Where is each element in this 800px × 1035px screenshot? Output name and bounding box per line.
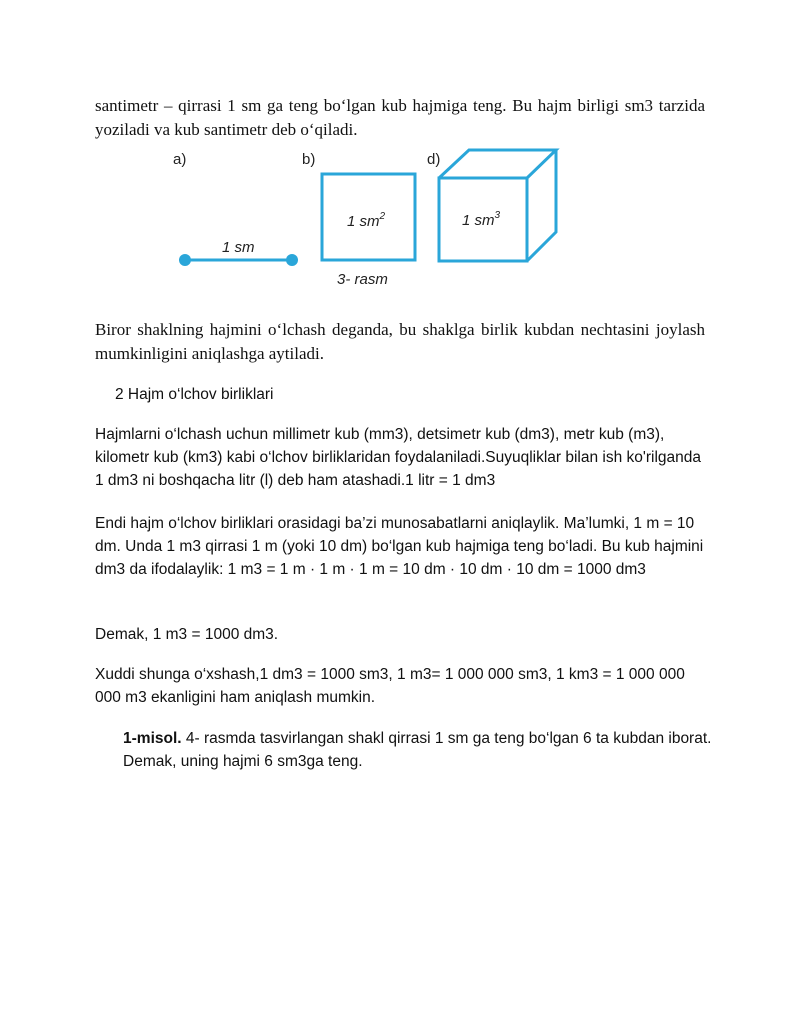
paragraph-definition: Biror shaklning hajmini o‘lchash deganda, bu shaklga birlik kubdan nechtasini joylash mumkinligini aniqlashga aytiladi. [95,320,705,363]
square-label: 1 $sm^2$ [347,211,386,230]
section-heading: 2 Hajm o‘lchov birliklari [115,386,274,403]
segment-endpoint-right [286,254,298,266]
paragraph-conclusion: Demak, 1 m3 = 1000 dm3. [95,626,279,643]
figure-caption: 3- rasm [337,271,388,288]
example-text: 4- rasmda tasvirlangan shakl qirrasi 1 sm ga teng bo‘lgan 6 ta kubdan iborat. Demak, uning hajmi 6 sm3ga teng. [123,730,712,770]
segment-label: 1 sm [222,239,255,256]
figure-label-d: d) [427,151,441,168]
paragraph-units: Hajmlarni o‘lchash uchun millimetr kub (mm3), detsimetr kub (dm3), metr kub (m3), kilometr kub (km3) kabi o‘lchov birliklaridan foydalaniladi.Suyuqliklar bilan ish ko'rilganda 1 dm3 ni boshqacha litr (l) deb ham atashadi.1 litr = 1 dm3 [95,426,702,489]
figure-unit-measures [165,143,575,293]
paragraph-intro: santimetr – qirrasi 1 sm ga teng bo‘lgan kub hajmiga teng. Bu hajm birligi sm3 tarzida yoziladi va kub santimetr deb o‘qiladi. [95,96,705,139]
figure-label-b: b) [302,151,316,168]
figure-label-a: a) [173,151,187,168]
segment-endpoint-left [179,254,191,266]
paragraph-similar: Xuddi shunga o‘xshash,1 dm3 = 1000 sm3, 1 m3= 1 000 000 sm3, 1 km3 = 1 000 000 000 m3 ekanligini ham aniqlash mumkin. [95,666,685,706]
paragraph-relations: Endi hajm o‘lchov birliklari orasidagi ba’zi munosabatlarni aniqlaylik. Ma’lumki, 1 m = 10 dm. Unda 1 m3 qirrasi 1 m (yoki 10 dm) bo‘lgan kub hajmiga teng bo‘ladi. Bu kub hajmini dm3 da ifodalaylik: 1 m3 = 1 m · 1 m · 1 m = 10 dm · 10 dm · 10 dm = 1000 dm3 [95,515,704,578]
example-label: 1-misol. [123,730,182,747]
cube-label: 1 $sm^3$ [462,210,501,229]
unit-cube [439,150,556,261]
example-paragraph [95,727,733,773]
